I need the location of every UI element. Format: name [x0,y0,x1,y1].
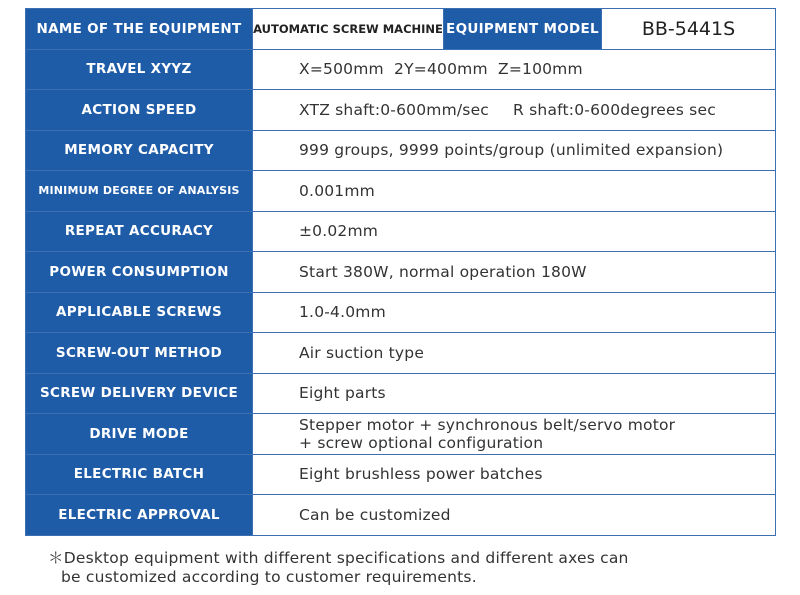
row-label: MINIMUM DEGREE OF ANALYSIS [26,171,253,212]
row-label: MEMORY CAPACITY [26,130,253,171]
footnote-line-1: ＊Desktop equipment with different specifications and different axes can [48,549,629,567]
row-value: ±0.02mm [253,211,776,252]
row-label: ELECTRIC BATCH [26,454,253,495]
row-label: ACTION SPEED [26,90,253,131]
table-row [26,252,776,293]
row-value: Air suction type [253,333,776,374]
row-label: APPLICABLE SCREWS [26,292,253,333]
model-label: EQUIPMENT MODEL [444,9,602,50]
row-value: Eight brushless power batches [253,454,776,495]
row-value: X=500mm 2Y=400mm Z=100mm [253,49,776,90]
table-row [26,211,776,252]
row-label: ELECTRIC APPROVAL [26,495,253,536]
row-label: SCREW DELIVERY DEVICE [26,373,253,414]
row-value: 0.001mm [253,171,776,212]
row-label: POWER CONSUMPTION [26,252,253,293]
speed-xtz: XTZ shaft:0-600mm/sec [299,100,490,119]
row-label: DRIVE MODE [26,414,253,455]
name-value: AUTOMATIC SCREW MACHINE [253,9,444,50]
table-row [26,171,776,212]
row-value [253,90,776,131]
table-row [26,292,776,333]
row-value: Start 380W, normal operation 180W [253,252,776,293]
row-label: REPEAT ACCURACY [26,211,253,252]
row-label: SCREW-OUT METHOD [26,333,253,374]
table-row [26,90,776,131]
footnote [48,549,748,587]
spec-table [25,8,776,536]
speed-r: R shaft:0-600degrees sec [513,100,716,119]
table-row [26,333,776,374]
drive-line-2: + screw optional configuration [299,433,544,452]
row-value: Can be customized [253,495,776,536]
row-value [253,414,776,455]
header-row [26,9,776,50]
footnote-line-2: be customized according to customer requirements. [61,568,477,586]
drive-line-1: Stepper motor + synchronous belt/servo motor [299,415,676,434]
row-value: 999 groups, 9999 points/group (unlimited expansion) [253,130,776,171]
table-row [26,414,776,455]
name-label: NAME OF THE EQUIPMENT [26,9,253,50]
model-value: BB-5441S [602,9,776,50]
table-row [26,373,776,414]
table-row [26,454,776,495]
row-value: Eight parts [253,373,776,414]
table-row [26,49,776,90]
table-row [26,130,776,171]
row-value: 1.0-4.0mm [253,292,776,333]
row-label: TRAVEL XYYZ [26,49,253,90]
table-row [26,495,776,536]
